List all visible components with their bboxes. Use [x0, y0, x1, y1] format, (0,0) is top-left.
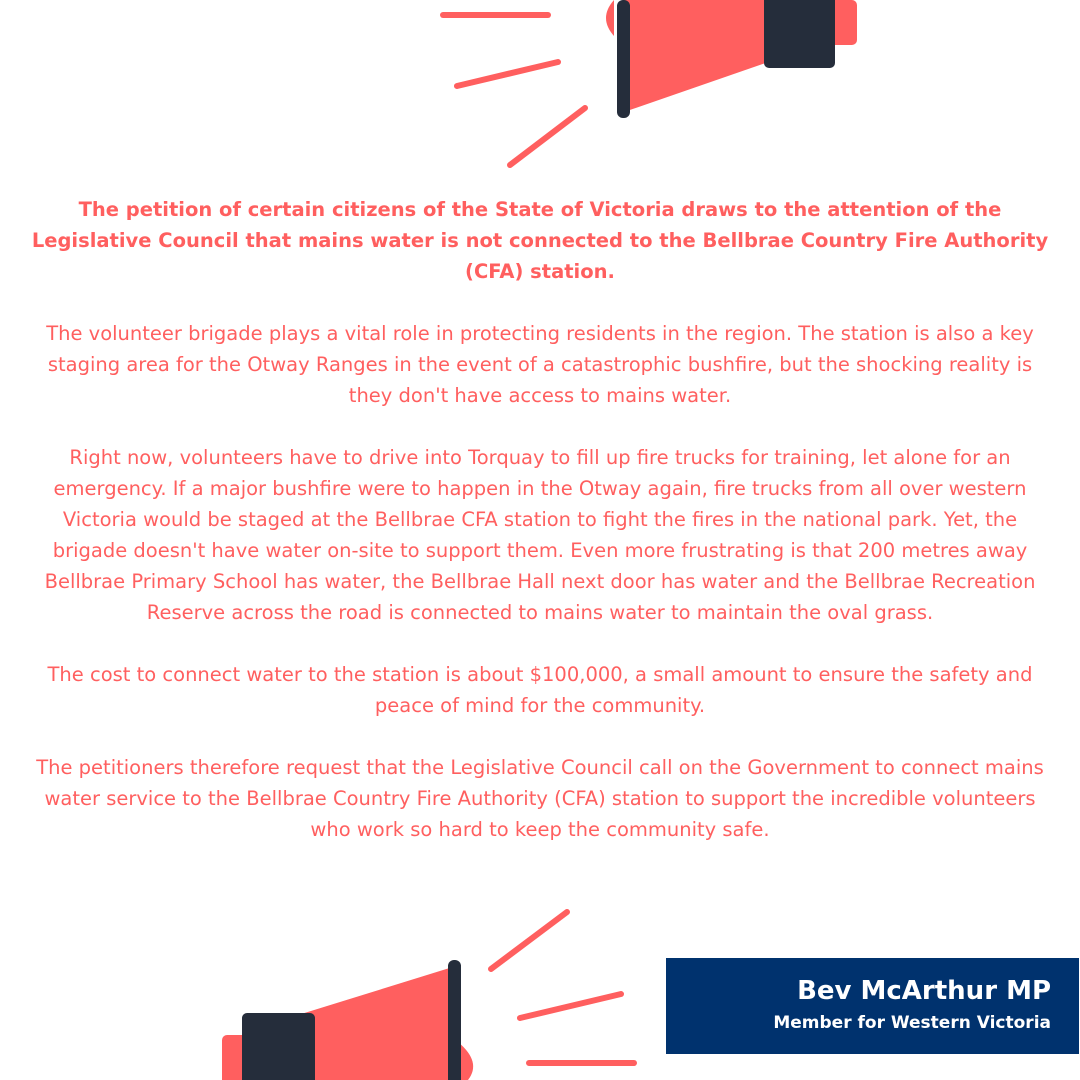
petition-text	[30, 194, 1050, 845]
petition-headline: The petition of certain citizens of the State of Victoria draws to the attention of the Legislative Council that mains water is not connected to the Bellbrae Country Fire Authority (CFA) station.	[31, 198, 1049, 283]
petition-paragraph: Right now, volunteers have to drive into Torquay to fill up fire trucks for training, let alone for an emergency. If a major bushfire were to happen in the Otway again, fire trucks from all over western Victoria would be staged at the Bellbrae CFA station to fight the fires in the national park. Yet, the brigade doesn't have water on-site to support them. Even more frustrating is that 200 metres away Bellbrae Primary School has water, the Bellbrae Hall next door has water and the Bellbrae Recreation Reserve across the road is connected to mains water to maintain the oval grass.	[44, 446, 1036, 624]
megaphone-handle	[764, 0, 835, 68]
megaphone-icon	[0, 0, 1080, 180]
petition-paragraph: The petitioners therefore request that the Legislative Council call on the Government to connect mains water service to the Bellbrae Country Fire Authority (CFA) station to support the incredible volunteers who work so hard to keep the community safe.	[36, 756, 1044, 841]
megaphone-bell	[298, 966, 456, 1080]
petition-paragraph: The cost to connect water to the station is about $100,000, a small amount to ensure the safety and peace of mind for the community.	[47, 663, 1033, 717]
megaphone-lip	[606, 0, 614, 36]
sound-line	[520, 994, 621, 1018]
petition-paragraph: The volunteer brigade plays a vital role in protecting residents in the region. The station is also a key staging area for the Otway Ranges in the event of a catastrophic bushfire, but the shocking reality is they don't have access to mains water.	[46, 322, 1034, 407]
megaphone-ring	[448, 960, 461, 1080]
megaphone-bell	[624, 0, 780, 112]
sound-lines-top	[443, 15, 585, 165]
sound-line	[491, 912, 567, 969]
megaphone-handle	[242, 1013, 315, 1080]
signature-block	[666, 958, 1079, 1054]
member-name: Bev McArthur MP	[797, 976, 1051, 1006]
sound-lines-bottom	[491, 912, 634, 1063]
sound-line	[510, 108, 585, 165]
megaphone-ring	[617, 0, 630, 118]
member-role: Member for Western Victoria	[773, 1013, 1051, 1033]
sound-line	[457, 62, 558, 86]
